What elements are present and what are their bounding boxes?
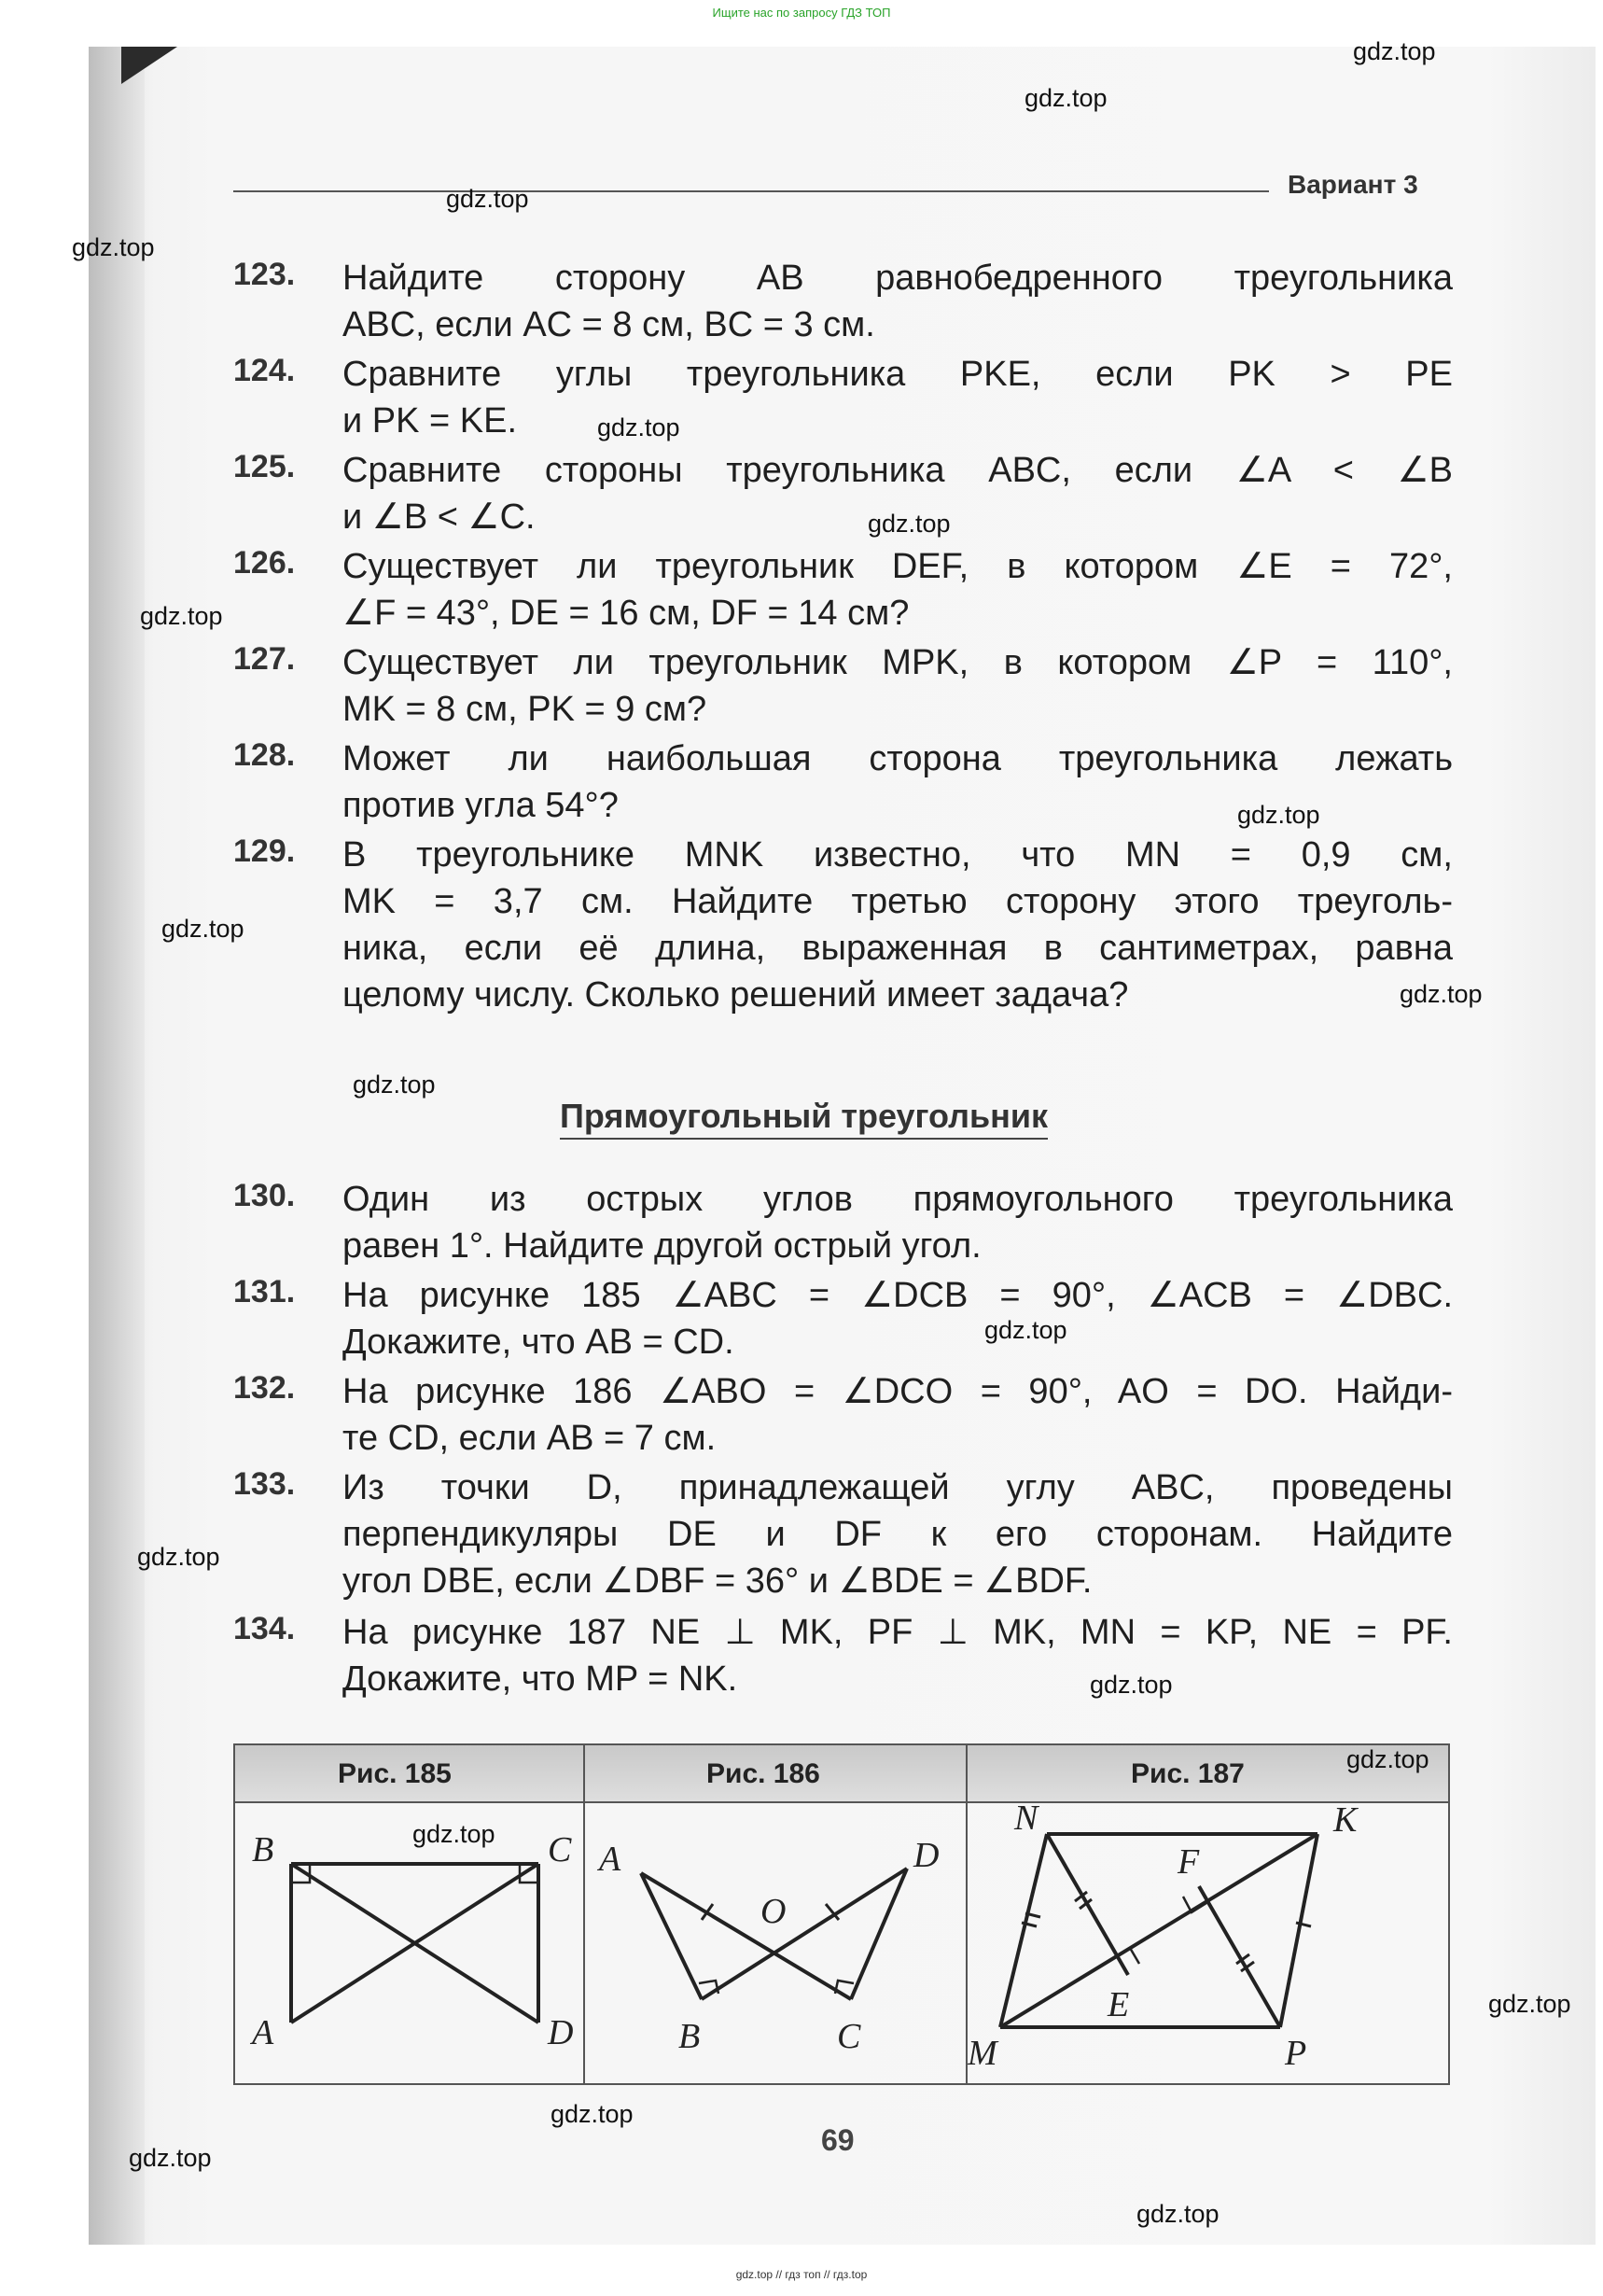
problem-text: Докажите, что MP = NK. <box>342 1659 738 1699</box>
problem-number: 132. <box>233 1370 296 1406</box>
section-title: Прямоугольный треугольник <box>560 1097 1048 1140</box>
problem-text: ∠F = 43°, DE = 16 см, DF = 14 см? <box>342 594 910 633</box>
segment-ne <box>1047 1834 1128 1975</box>
point-label: C <box>548 1830 572 1869</box>
problem-text: На рисунке 187 NE ⊥ MK, PF ⊥ MK, MN = KP, NE = PF. <box>342 1613 1453 1652</box>
watermark: gdz.top <box>1346 1745 1429 1773</box>
point-label: D <box>913 1836 940 1875</box>
point-label: B <box>678 2017 701 2056</box>
problem-text: перпендикуляры DE и DF к его сторонам. Найдите <box>342 1515 1453 1554</box>
segment-pf <box>1199 1886 1280 2027</box>
problem-text: те CD, если AB = 7 см. <box>342 1419 717 1458</box>
problem-number: 130. <box>233 1178 296 1213</box>
figures-table <box>233 1743 1450 2085</box>
problem-number: 126. <box>233 545 296 581</box>
figure-186-label: Рис. 186 <box>706 1758 820 1789</box>
problem-text: Сравните углы треугольника PKE, если PK > PE <box>342 355 1453 394</box>
segment-db <box>702 1869 907 1999</box>
problem-number: 129. <box>233 833 296 869</box>
problem-text: Найдите сторону AB равнобедренного треугольника <box>342 259 1453 298</box>
point-label: E <box>1108 1985 1130 2024</box>
problem-text: Из точки D, принадлежащей углу ABC, проведены <box>342 1468 1453 1507</box>
problem-text: На рисунке 186 ∠ABO = ∠DCO = 90°, AO = DO. Найди- <box>342 1372 1453 1411</box>
page-corner <box>121 47 177 84</box>
point-label: A <box>252 2013 274 2052</box>
point-label: K <box>1333 1803 1358 1840</box>
watermark: gdz.top <box>161 915 244 943</box>
problem-text: Существует ли треугольник DEF, в котором ∠E = 72°, <box>342 547 1453 586</box>
figure-187-label: Рис. 187 <box>1131 1758 1245 1789</box>
watermark: gdz.top <box>868 510 951 538</box>
problem-number: 123. <box>233 257 296 292</box>
problem-text: MK = 3,7 см. Найдите третью сторону этого треуголь- <box>342 882 1453 921</box>
problem-text: Один из острых углов прямоугольного треугольника <box>342 1180 1453 1219</box>
problem-text: ABC, если AC = 8 см, BC = 3 см. <box>342 305 875 344</box>
top-banner: Ищите нас по запросу ГДЗ ТОП <box>712 6 891 20</box>
watermark: gdz.top <box>129 2144 212 2172</box>
page-number: 69 <box>821 2123 855 2157</box>
problem-text: В треугольнике MNK известно, что MN = 0,9 см, <box>342 835 1453 875</box>
problem-number: 125. <box>233 449 296 484</box>
point-label: F <box>1178 1842 1200 1882</box>
problem-text: и ∠B < ∠C. <box>342 497 536 537</box>
problem-text: ника, если её длина, выраженная в сантиметрах, равна <box>342 929 1453 968</box>
problem-text: угол DBE, если ∠DBF = 36° и ∠BDE = ∠BDF. <box>342 1561 1093 1601</box>
watermark: gdz.top <box>137 1543 220 1571</box>
point-label: P <box>1285 2034 1307 2073</box>
watermark: gdz.top <box>597 413 680 441</box>
watermark: gdz.top <box>551 2100 634 2128</box>
problem-text: MK = 8 см, PK = 9 см? <box>342 690 707 729</box>
problem-text: целому числу. Сколько решений имеет задача? <box>342 975 1129 1015</box>
segment-mk <box>1000 1834 1317 2027</box>
problem-text: Существует ли треугольник MPK, в котором ∠P = 110°, <box>342 643 1453 682</box>
problem-number: 133. <box>233 1466 296 1502</box>
watermark: gdz.top <box>412 1820 495 1848</box>
point-label: A <box>599 1840 621 1879</box>
problem-text: равен 1°. Найдите другой острый угол. <box>342 1226 982 1266</box>
watermark: gdz.top <box>984 1316 1067 1344</box>
watermark: gdz.top <box>1400 980 1483 1008</box>
problem-text: Может ли наибольшая сторона треугольника лежать <box>342 739 1453 778</box>
point-label: D <box>548 2013 574 2052</box>
bottom-banner: gdz.top // гдз топ // гдз.top <box>735 2268 868 2281</box>
figure-187 <box>968 1803 1446 2081</box>
problem-text: против угла 54°? <box>342 786 619 825</box>
segment-nm <box>1000 1834 1047 2027</box>
segment-kp <box>1280 1834 1317 2027</box>
right-angle-mark <box>1183 1897 1206 1912</box>
watermark: gdz.top <box>1090 1671 1173 1699</box>
problem-text: Сравните стороны треугольника ABC, если ∠A < ∠B <box>342 451 1453 490</box>
point-label: M <box>968 2034 997 2073</box>
right-angle-mark <box>1114 1948 1139 1964</box>
watermark: gdz.top <box>1025 84 1108 112</box>
watermark: gdz.top <box>72 233 155 261</box>
problem-number: 128. <box>233 737 296 773</box>
problem-number: 131. <box>233 1274 296 1309</box>
problem-number: 134. <box>233 1611 296 1646</box>
watermark: gdz.top <box>446 185 529 213</box>
problem-number: 127. <box>233 641 296 677</box>
book-spine <box>89 47 145 2245</box>
problem-text: и PK = KE. <box>342 401 518 441</box>
watermark: gdz.top <box>1237 801 1320 829</box>
variant-title: Вариант 3 <box>1288 170 1418 199</box>
figure-185-label: Рис. 185 <box>338 1758 452 1789</box>
point-label: C <box>837 2017 861 2056</box>
figure-185 <box>235 1803 582 2081</box>
figure-186 <box>585 1803 966 2081</box>
point-label: N <box>1014 1803 1038 1838</box>
watermark: gdz.top <box>1488 1990 1571 2018</box>
problem-text: Докажите, что AB = CD. <box>342 1323 734 1362</box>
point-label: B <box>252 1830 274 1869</box>
problem-text: На рисунке 185 ∠ABC = ∠DCB = 90°, ∠ACB = ∠DBC. <box>342 1276 1453 1315</box>
problem-number: 124. <box>233 353 296 388</box>
watermark: gdz.top <box>1136 2200 1220 2228</box>
header-rule <box>233 190 1269 192</box>
watermark: gdz.top <box>1353 37 1436 65</box>
point-label: O <box>760 1892 787 1931</box>
watermark: gdz.top <box>353 1071 436 1099</box>
watermark: gdz.top <box>140 602 223 630</box>
